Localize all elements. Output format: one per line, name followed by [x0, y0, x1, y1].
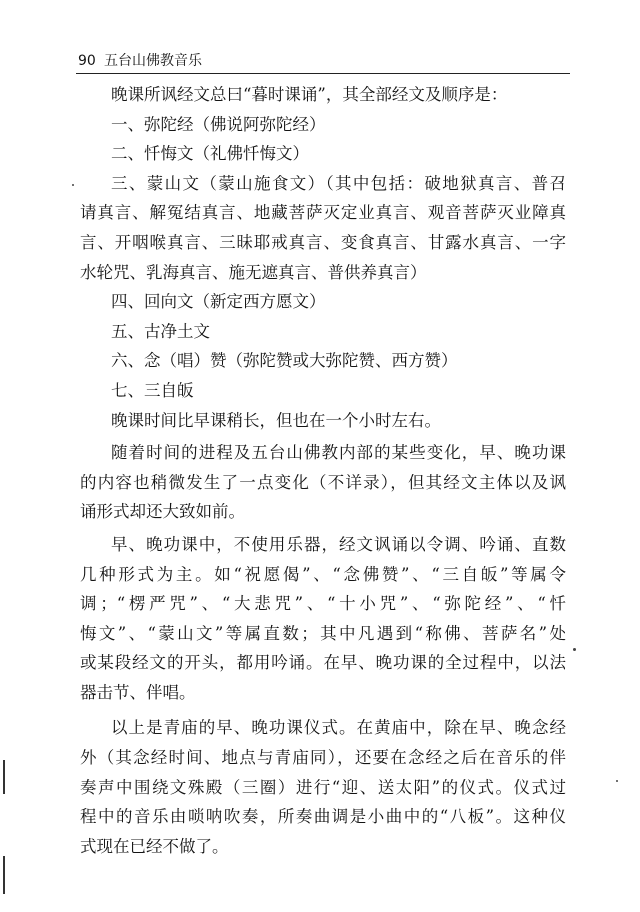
- text-line: 随着时间的进程及五台山佛教内部的某些变化，早、晚功课: [111, 443, 566, 463]
- text-line: 诵形式却还大致如前。: [80, 502, 245, 522]
- text-line: 二、忏悔文（礼佛忏悔文）: [111, 144, 309, 164]
- text-line: 调；“楞严咒”、“大悲咒”、“十小咒”、“弥陀经”、“忏: [80, 594, 566, 614]
- text-line: 器击节、伴唱。: [80, 682, 196, 702]
- text-line: 几种形式为主。如“祝愿偈”、“念佛赞”、“三自皈”等属令: [80, 564, 566, 584]
- text-line: 晚课所讽经文总曰“暮时课诵”，其全部经文及顺序是：: [111, 85, 508, 104]
- text-line: 奏声中围绕文殊殿（三圈）进行“迎、送太阳”的仪式。仪式过: [80, 777, 566, 797]
- text-line: 式现在已经不做了。: [80, 836, 229, 856]
- running-header: [78, 50, 568, 74]
- book-title: 五台山佛教音乐: [104, 53, 202, 69]
- text-line: 七、三自皈: [111, 380, 194, 400]
- text-line: 三、蒙山文（蒙山施食文）（其中包括：破地狱真言、普召: [111, 173, 566, 193]
- text-line: 外（其念经时间、地点与青庙同），还要在念经之后在音乐的伴: [80, 748, 566, 768]
- text-line: 请真言、解冤结真言、地藏菩萨灭定业真言、观音菩萨灭业障真: [80, 203, 566, 223]
- text-line: 以上是青庙的早、晚功课仪式。在黄庙中，除在早、晚念经: [111, 718, 566, 738]
- text-line: 程中的音乐由唢呐吹奏，所奏曲调是小曲中的“八板”。这种仪: [80, 807, 566, 827]
- text-line: 五、古净土文: [111, 321, 210, 341]
- scan-speck: [72, 184, 74, 186]
- text-line: 晚课时间比早课稍长，但也在一个小时左右。: [111, 410, 441, 430]
- text-line: 悔文”、“蒙山文”等属直数；其中凡遇到“称佛、菩萨名”处: [80, 623, 566, 643]
- scan-speck: [616, 780, 618, 782]
- page-number: 90: [78, 53, 96, 69]
- header-rule: [76, 73, 570, 74]
- text-line: 或某段经文的开头，都用吟诵。在早、晚功课的全过程中，以法: [80, 653, 566, 673]
- text-line: 六、念（唱）赞（弥陀赞或大弥陀赞、西方赞）: [111, 351, 458, 371]
- text-line: 水轮咒、乳海真言、施无遮真言、普供养真言）: [80, 262, 427, 282]
- text-line: 四、回向文（新定西方愿文）: [111, 292, 326, 312]
- text-line: 的内容也稍微发生了一点变化（不详录），但其经文主体以及讽: [80, 472, 566, 492]
- body-text: [80, 80, 566, 861]
- scan-edge-mark: [3, 760, 5, 794]
- text-line: 早、晚功课中，不使用乐器，经文讽诵以令调、吟诵、直数: [111, 534, 566, 554]
- text-line: 一、弥陀经（佛说阿弥陀经）: [111, 114, 326, 134]
- scan-speck: [573, 648, 576, 651]
- text-line: 言、开咽喉真言、三昧耶戒真言、变食真言、甘露水真言、一字: [80, 232, 566, 252]
- scan-edge-mark: [3, 856, 5, 894]
